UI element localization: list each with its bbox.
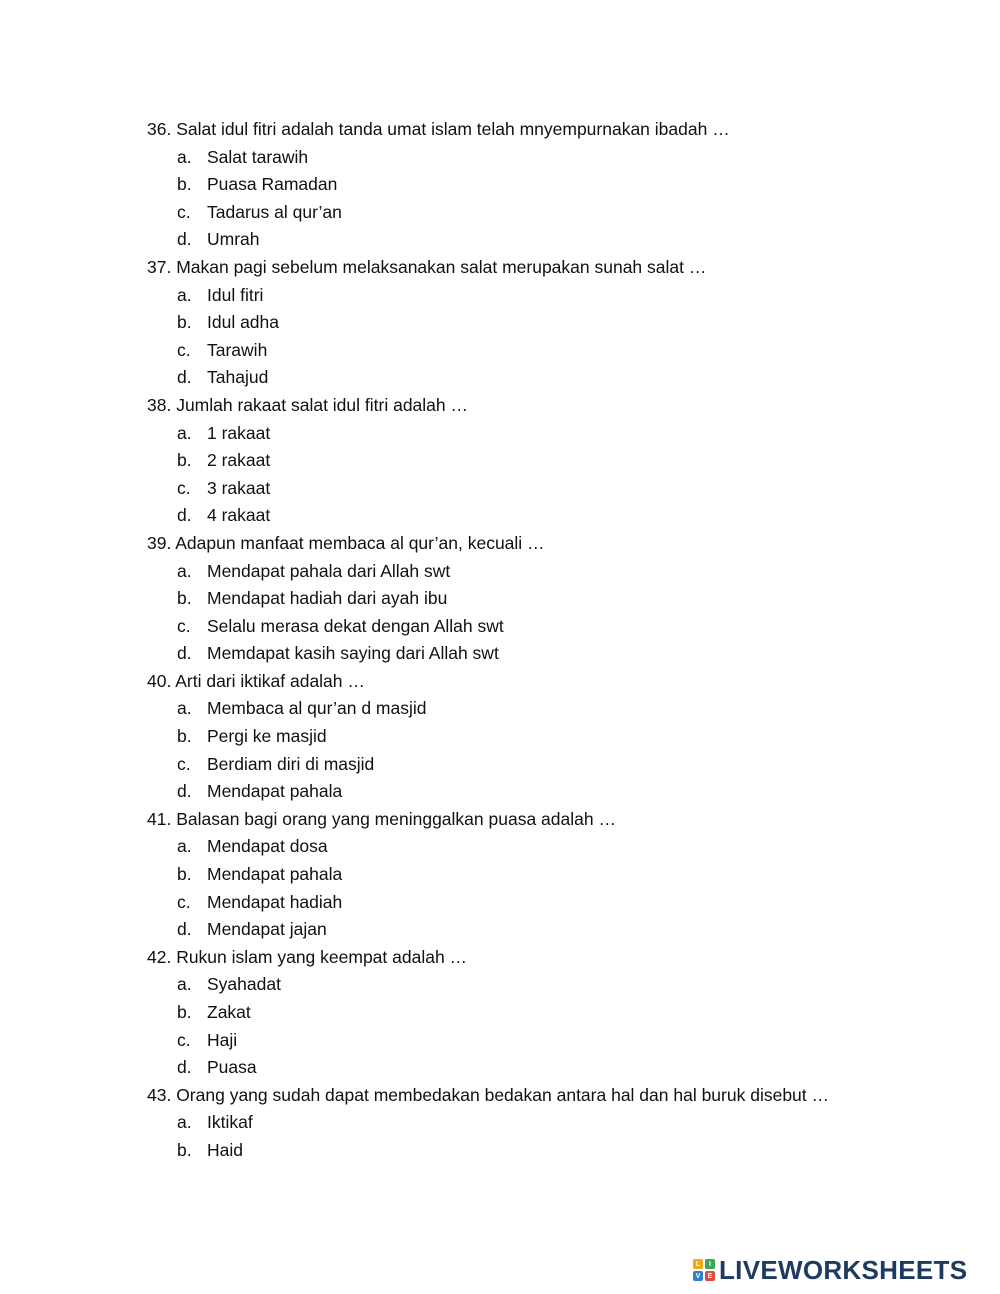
question-text: 39. Adapun manfaat membaca al qur’an, kecuali …: [147, 532, 545, 553]
option-text: Idul fitri: [207, 284, 264, 305]
option-text: Puasa: [207, 1057, 257, 1078]
logo-grid-icon: [693, 1259, 715, 1281]
question-block: [147, 254, 927, 392]
question-text: 37. Makan pagi sebelum melaksanakan salat merupakan sunah salat …: [147, 256, 707, 277]
option-text: Mendapat pahala: [207, 864, 343, 885]
option-text: Memdapat kasih saying dari Allah swt: [207, 643, 499, 664]
question-block: [147, 392, 927, 530]
option-letter: b.: [177, 312, 192, 333]
answer-option: [147, 171, 927, 199]
answer-option: [147, 613, 927, 641]
option-text: Tarawih: [207, 339, 268, 360]
answer-option: [147, 364, 927, 392]
option-letter: d.: [177, 367, 192, 388]
answer-option: [147, 558, 927, 586]
question-block: [147, 668, 927, 806]
option-letter: b.: [177, 1002, 192, 1022]
option-text: Haji: [207, 1029, 238, 1050]
answer-option: [147, 1137, 927, 1165]
option-letter: a.: [177, 146, 192, 167]
answer-option: [147, 833, 927, 861]
option-text: Mendapat dosa: [207, 836, 328, 857]
answer-option: [147, 1054, 927, 1082]
option-text: Salat tarawih: [207, 146, 309, 167]
option-text: Berdiam diri di masjid: [207, 753, 375, 774]
option-letter: c.: [177, 339, 191, 360]
question-text: 42. Rukun islam yang keempat adalah …: [147, 946, 468, 967]
answer-option: [147, 640, 927, 668]
option-text: Mendapat pahala: [207, 781, 343, 802]
option-text: Selalu merasa dekat dengan Allah swt: [207, 615, 504, 636]
option-letter: c.: [177, 753, 191, 774]
option-letter: d.: [177, 781, 192, 802]
answer-option: [147, 861, 927, 889]
answer-option: [147, 723, 927, 751]
option-letter: d.: [177, 919, 192, 940]
answer-option: [147, 337, 927, 365]
answer-option: [147, 226, 927, 254]
question-block: [147, 1082, 927, 1165]
logo-text: LIVEWORKSHEETS: [719, 1254, 968, 1285]
option-letter: d.: [177, 1057, 192, 1078]
option-letter: b.: [177, 174, 192, 195]
worksheet: [147, 116, 927, 1165]
option-text: Tahajud: [207, 367, 269, 388]
answer-option: [147, 144, 927, 172]
option-text: Idul adha: [207, 312, 280, 333]
answer-option: [147, 475, 927, 503]
option-letter: a.: [177, 1112, 192, 1133]
option-text: Haid: [207, 1139, 243, 1160]
option-letter: c.: [177, 477, 191, 498]
option-text: 3 rakaat: [207, 477, 271, 498]
answer-option: [147, 447, 927, 475]
question-block: [147, 806, 927, 944]
answer-option: [147, 1109, 927, 1137]
question-text: 43. Orang yang sudah dapat membedakan bedakan antara hal dan hal buruk disebut …: [147, 1084, 830, 1105]
logo-cell: E: [705, 1271, 715, 1281]
option-text: Pergi ke masjid: [207, 726, 327, 747]
option-letter: c.: [177, 201, 191, 222]
question-block: [147, 530, 927, 668]
logo-cell: L: [693, 1259, 703, 1269]
answer-option: [147, 502, 927, 530]
option-text: Iktikaf: [207, 1112, 253, 1133]
answer-option: [147, 1027, 927, 1055]
option-letter: a.: [177, 284, 192, 305]
question-text: 38. Jumlah rakaat salat idul fitri adalah …: [147, 394, 468, 415]
option-text: Mendapat pahala dari Allah swt: [207, 560, 451, 581]
option-text: Tadarus al qur’an: [207, 201, 342, 222]
option-letter: c.: [177, 615, 191, 636]
option-letter: b.: [177, 726, 192, 747]
option-text: 4 rakaat: [207, 505, 271, 526]
option-letter: c.: [177, 1029, 191, 1050]
option-text: Mendapat hadiah dari ayah ibu: [207, 588, 448, 609]
answer-option: [147, 199, 927, 227]
option-text: Membaca al qur’an d masjid: [207, 698, 427, 719]
answer-option: [147, 585, 927, 613]
answer-option: [147, 751, 927, 779]
option-letter: d.: [177, 229, 192, 250]
option-letter: b.: [177, 588, 192, 609]
answer-option: [147, 282, 927, 310]
liveworksheets-logo: [693, 1255, 967, 1285]
question-block: [147, 116, 927, 254]
answer-option: [147, 889, 927, 917]
option-text: 1 rakaat: [207, 422, 271, 443]
option-letter: b.: [177, 450, 192, 471]
option-letter: b.: [177, 1139, 192, 1160]
answer-option: [147, 309, 927, 337]
answer-option: [147, 971, 927, 999]
option-letter: a.: [177, 698, 192, 719]
answer-option: [147, 420, 927, 448]
option-text: Syahadat: [207, 974, 281, 995]
option-text: Mendapat hadiah: [207, 891, 343, 912]
option-letter: b.: [177, 864, 192, 885]
logo-cell: I: [705, 1259, 715, 1269]
logo-cell: V: [693, 1271, 703, 1281]
question-text: 36. Salat idul fitri adalah tanda umat islam telah mnyempurnakan ibadah …: [147, 119, 730, 139]
option-text: 2 rakaat: [207, 450, 271, 471]
option-letter: a.: [177, 836, 192, 857]
question-text: 40. Arti dari iktikaf adalah …: [147, 670, 365, 691]
answer-option: [147, 916, 927, 944]
option-letter: d.: [177, 505, 192, 526]
option-letter: a.: [177, 560, 192, 581]
answer-option: [147, 695, 927, 723]
question-text: 41. Balasan bagi orang yang meninggalkan puasa adalah …: [147, 808, 616, 829]
answer-option: [147, 778, 927, 806]
option-text: Mendapat jajan: [207, 919, 327, 940]
option-text: Zakat: [207, 1002, 251, 1022]
option-letter: a.: [177, 422, 192, 443]
option-letter: a.: [177, 974, 192, 995]
option-text: Umrah: [207, 229, 260, 250]
option-letter: d.: [177, 643, 192, 664]
question-block: [147, 944, 927, 1082]
answer-option: [147, 999, 927, 1027]
option-letter: c.: [177, 891, 191, 912]
option-text: Puasa Ramadan: [207, 174, 338, 195]
